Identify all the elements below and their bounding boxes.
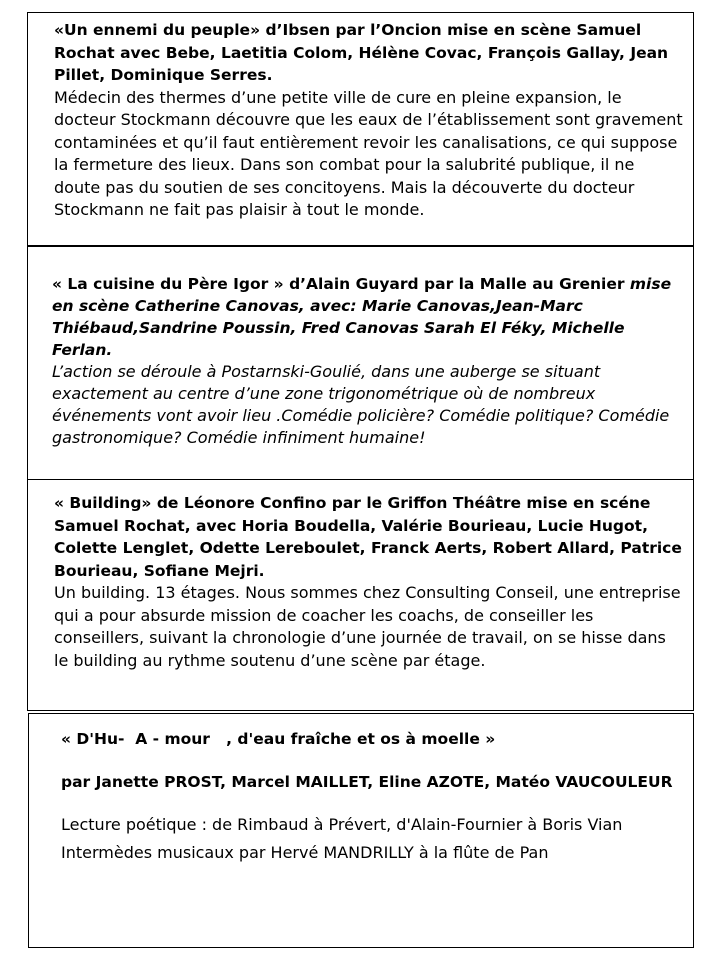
play-cast: par Janette PROST, Marcel MAILLET, Eline AZOTE, Matéo VAUCOULEUR [61,773,673,791]
play-title: « D'Hu- A - mour , d'eau fraîche et os à moelle » [61,730,496,748]
play-box-cuisine-pere-igor [27,246,694,480]
play-description: Un building. 13 étages. Nous sommes chez Consulting Conseil, une entreprise qui a pour absurde mission de coacher les coachs, de conseiller les conseillers, suivant la chronologie d’une journée de travail, on se hisse dans le building au rythme soutenu d’une scène par étage. [54,583,681,670]
play-box-d-hu-a-mour [28,713,694,948]
play-description: L’action se déroule à Postarnski-Goulié, dans une auberge se situant exactement au centre d’une zone trigonométrique où de nombreux événements vont avoir lieu .Comédie policière? Comédie politique? Comédie gastronomique? Comédie infiniment humaine! [52,362,670,447]
play-intermedes: Intermèdes musicaux par Hervé MANDRILLY à la flûte de Pan [61,843,549,862]
play-box-building [27,479,694,711]
play-description: Médecin des thermes d’une petite ville de cure en pleine expansion, le docteur Stockmann découvre que les eaux de l’établissement sont gravement contaminées et qu’il faut entièrement revoir les canalisations, ce qui suppose la fermeture des lieux. Dans son combat pour la salubrité publique, il ne doute pas du soutien de ses concitoyens. Mais la découverte du docteur Stockmann ne fait pas plaisir à tout le monde. [54,87,683,219]
play-box-ennemi-du-peuple [27,12,694,246]
play-heading [52,273,683,361]
play-heading: « Building» de Léonore Confino par le Griffon Théâtre mise en scéne Samuel Rochat, avec Horia Boudella, Valérie Bourieau, Lucie Hugot, Colette Lenglet, Odette Lereboulet, Franck Aerts, Robert Allard, Patrice Bourieau, Sofiane Mejri. [54,494,682,580]
play-title-company: « La cuisine du Père Igor » d’Alain Guyard par la Malle au Grenier [52,275,625,293]
play-heading: «Un ennemi du peuple» d’Ibsen par l’Oncion mise en scène Samuel Rochat avec Bebe, Laetitia Colom, Hélène Covac, François Gallay, Jean Pillet, Dominique Serres. [54,21,669,84]
play-lecture: Lecture poétique : de Rimbaud à Prévert, d'Alain-Fournier à Boris Vian [61,815,623,834]
play-credits: mise en scène Catherine Canovas, avec: Marie Canovas,Jean-Marc Thiébaud,Sandrine Poussin, Fred Canovas Sarah El Féky, Michelle Ferlan. [52,275,672,359]
